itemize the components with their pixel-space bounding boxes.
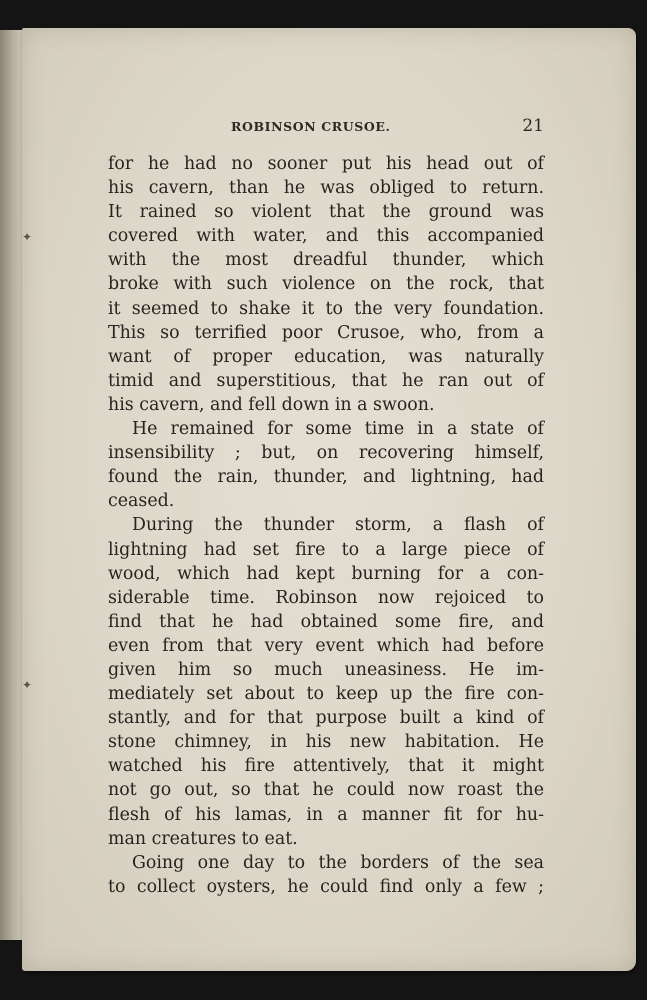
text-line: lightning had set fire to a large piece of	[108, 539, 544, 560]
text-line: siderable time. Robinson now rejoiced to	[108, 587, 544, 608]
adjacent-page-edge	[0, 30, 24, 940]
text-line: watched his fire attentively, that it might	[108, 756, 544, 777]
margin-mark: ✦	[22, 230, 33, 244]
text-line: It rained so violent that the ground was	[108, 202, 544, 223]
running-head	[108, 116, 544, 140]
text-line: even from that very event which had before	[108, 635, 544, 656]
text-line: for he had no sooner put his head out of	[108, 154, 544, 174]
text-line: insensibility ; but, on recovering himself,	[108, 443, 544, 464]
running-title: ROBINSON CRUSOE.	[231, 119, 391, 134]
text-line: his cavern, and fell down in a swoon.	[108, 394, 435, 415]
paragraph-start-line: Going one day to the borders of the sea	[132, 852, 544, 873]
book-page	[22, 28, 636, 971]
text-line: stone chimney, in his new habitation. He	[108, 732, 544, 753]
text-line: not go out, so that he could now roast the	[108, 780, 544, 801]
body-text	[108, 152, 544, 899]
text-line: mediately set about to keep up the fire con-	[108, 684, 544, 705]
text-line: want of proper education, was naturally	[108, 346, 544, 367]
text-line: find that he had obtained some fire, and	[108, 611, 544, 632]
text-line: wood, which had kept burning for a con-	[108, 563, 544, 584]
paragraph-start-line: He remained for some time in a state of	[132, 419, 544, 440]
text-line: flesh of his lamas, in a manner fit for hu-	[108, 804, 544, 825]
text-line: found the rain, thunder, and lightning, had	[108, 467, 544, 488]
text-line: covered with water, and this accompanied	[108, 226, 544, 247]
text-line: broke with such violence on the rock, that	[108, 274, 544, 295]
text-line: to collect oysters, he could find only a few ;	[108, 876, 544, 897]
page-number: 21	[522, 116, 544, 136]
text-line: it seemed to shake it to the very foundation.	[108, 298, 544, 319]
text-line: stantly, and for that purpose built a kind of	[108, 708, 544, 729]
text-line: timid and superstitious, that he ran out of	[108, 370, 544, 391]
text-line: man creatures to eat.	[108, 828, 298, 849]
text-line: This so terrified poor Crusoe, who, from a	[108, 322, 544, 343]
page-content	[108, 116, 544, 899]
text-line: given him so much uneasiness. He im-	[108, 659, 544, 680]
paragraph-start-line: During the thunder storm, a flash of	[132, 515, 544, 536]
text-line: his cavern, than he was obliged to return.	[108, 178, 544, 199]
text-line: ceased.	[108, 491, 175, 512]
margin-mark: ✦	[22, 678, 33, 692]
text-line: with the most dreadful thunder, which	[108, 250, 544, 271]
